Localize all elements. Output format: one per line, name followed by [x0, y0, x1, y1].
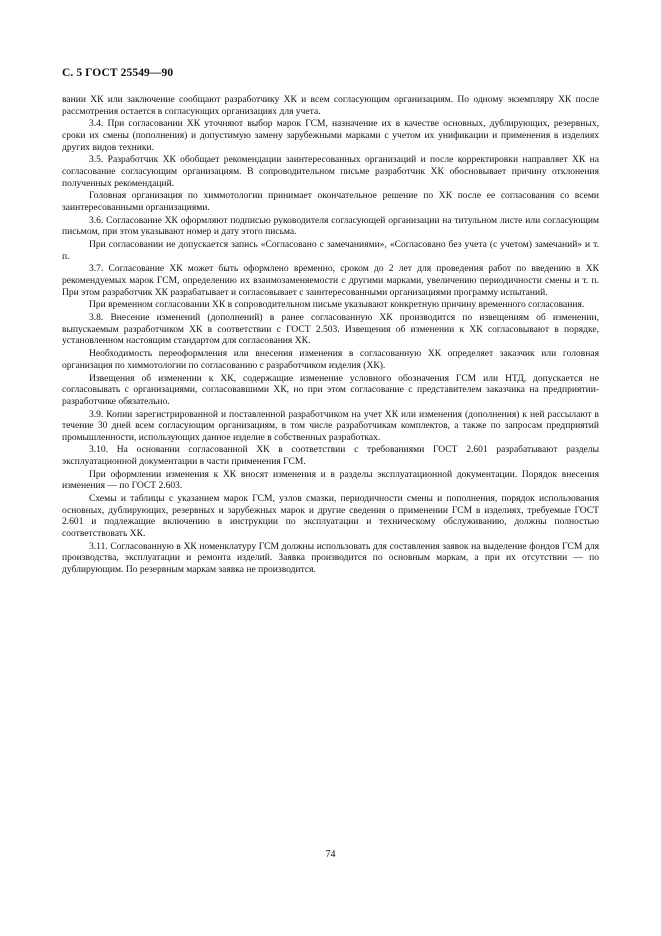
- document-body: [62, 94, 599, 577]
- paragraph-3-9: 3.9. Копии зарегистрированной и поставленной разработчиком на учет ХК или изменения (дополнения) к ней рассылают в течение 30 дней всем согласующим организациям, в том числе разработчикам комплектов, а также по запросам предприятий промышленности, использующих данное изделие в собственных разработках.: [62, 408, 599, 443]
- paragraph-3-6: 3.6. Согласование ХК оформляют подписью руководителя согласующей организации на титульном листе или согласующим письмом, при этом указывают номер и дату этого письма.: [62, 214, 599, 238]
- paragraph-notices: Извещения об изменении к ХК, содержащие изменение условного обозначения ГСМ или НТД, допускается не согласовывать с организациями, согласовавшими ХК, но при этом согласование с представителем заказчика на предприятии-разработчике обязательно.: [62, 372, 599, 407]
- paragraph-no-remarks: При согласовании не допускается запись «Согласовано с замечаниями», «Согласовано без учета (с учетом) замечаний» и т. п.: [62, 239, 599, 262]
- paragraph-reformatting: Необходимость переоформления или внесения изменения в согласованную ХК определяет заказчик или головная организация по химмотологии по согласованию с разработчиком изделия (ХК).: [62, 348, 599, 371]
- paragraph-3-8: 3.8. Внесение изменений (дополнений) в ранее согласованную ХК производится по извещениям об изменении, выпускаемым разработчиком ХК в соответствии с ГОСТ 2.503. Извещения об изменении к ХК согласовывают в порядке, установленном настоящим стандартом для согласования ХК.: [62, 312, 599, 347]
- paragraph-3-10: 3.10. На основании согласованной ХК в соответствии с требованиями ГОСТ 2.601 разрабатывают разделы эксплуатационной документации в части применения ГСМ.: [62, 444, 599, 468]
- paragraph-schemes: Схемы и таблицы с указанием марок ГСМ, узлов смазки, периодичности смены и пополнения, порядок использования основных, дублирующих, резервных и зарубежных марок и другие сведения о применении ГСМ в изделиях, требуемые ГОСТ 2.601 и подлежащие включению в инструкции по эксплуатации и техническому обслуживанию, должны полностью соответствовать ХК.: [62, 493, 599, 539]
- running-title: С. 5 ГОСТ 25549—90: [62, 67, 174, 79]
- page-number: 74: [325, 849, 336, 860]
- paragraph-temporary: При временном согласовании ХК в сопроводительном письме указывают конкретную причину временного согласования.: [89, 299, 585, 311]
- paragraph-continuation: вании ХК или заключение сообщают разработчику ХК и всем согласующим организациям. По одному экземпляру ХК после рассмотрения остается в согласующих организациях для учета.: [62, 94, 599, 117]
- paragraph-3-4: 3.4. При согласовании ХК уточняют выбор марок ГСМ, назначение их в качестве основных, дублирующих, резервных, сроки их смены (пополнения) и допустимую замену зарубежными марками с учетом их унификации и применения в изделиях других видов техники.: [62, 118, 599, 153]
- paragraph-3-11: 3.11. Согласованную в ХК номенклатуру ГСМ должны использовать для составления заявок на выделение фондов ГСМ для производства, эксплуатации и ремонта изделий. Заявка производится по основным маркам, а при их отсутствии — по дублирующим. По резервным маркам заявка не производится.: [62, 540, 599, 575]
- paragraph-head-org: Головная организация по химмотологии принимает окончательное решение по ХК после ее согласования со всеми заинтересованными организациями.: [62, 190, 599, 213]
- paragraph-changes: При оформлении изменения к ХК вносят изменения и в разделы эксплуатационной документации. Порядок внесения изменения — по ГОСТ 2.603.: [62, 468, 599, 492]
- paragraph-3-5: 3.5. Разработчик ХК обобщает рекомендации заинтересованных организаций и после корректировки направляет ХК на согласование согласующим организациям. В сопроводительном письме разработчик ХК обосновывает причину отклонения полученных рекомендаций.: [62, 154, 599, 189]
- paragraph-3-7: 3.7. Согласование ХК может быть оформлено временно, сроком до 2 лет для проведения работ по введению в ХК рекомендуемых марок ГСМ, определению их взаимозаменяемости с другими марками, увеличению периодичности смены и т. п. При этом разработчик ХК разрабатывает и согласовывает с заинтересованными организациями программу испытаний.: [62, 263, 599, 298]
